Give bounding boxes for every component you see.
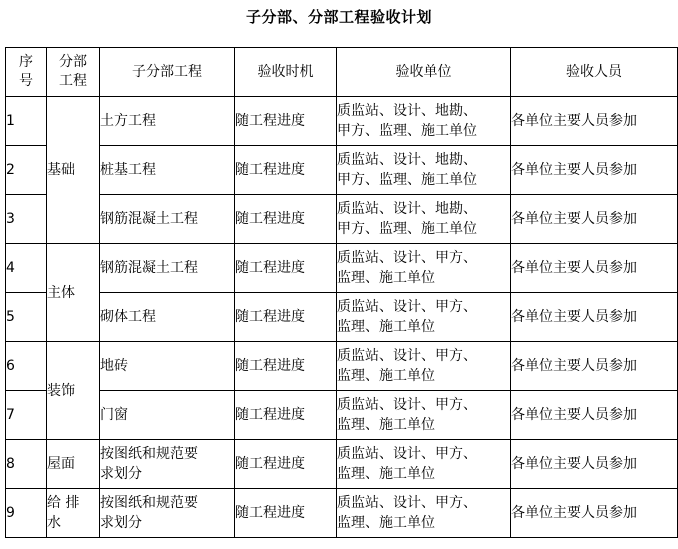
row-unit-line2: 甲方、监理、施工单位 xyxy=(337,123,477,139)
row-time: 随工程进度 xyxy=(235,244,337,293)
row-time: 随工程进度 xyxy=(235,97,337,146)
row-unit xyxy=(337,342,511,391)
row-time: 随工程进度 xyxy=(235,342,337,391)
row-unit-line2: 监理、施工单位 xyxy=(337,466,435,482)
row-unit-line1: 质监站、设计、甲方、 xyxy=(337,348,477,364)
row-no: 5 xyxy=(6,293,47,342)
row-time: 随工程进度 xyxy=(235,293,337,342)
header-part xyxy=(47,48,100,97)
header-row xyxy=(6,48,678,97)
table-row xyxy=(6,440,678,489)
row-unit xyxy=(337,195,511,244)
group-drainage-line2: 水 xyxy=(47,515,61,531)
row-unit-line1: 质监站、设计、地勘、 xyxy=(337,103,477,119)
group-decoration: 装饰 xyxy=(47,342,100,440)
row-sub-line1: 钢筋混凝土工程 xyxy=(100,260,198,276)
table-row xyxy=(6,293,678,342)
row-unit-line1: 质监站、设计、甲方、 xyxy=(337,250,477,266)
row-time: 随工程进度 xyxy=(235,440,337,489)
row-people: 各单位主要人员参加 xyxy=(511,146,678,195)
row-unit-line2: 监理、施工单位 xyxy=(337,515,435,531)
row-unit-line1: 质监站、设计、甲方、 xyxy=(337,446,477,462)
row-no: 8 xyxy=(6,440,47,489)
row-sub-line1: 按图纸和规范要 xyxy=(100,446,198,462)
row-unit-line2: 监理、施工单位 xyxy=(337,319,435,335)
row-unit-line2: 甲方、监理、施工单位 xyxy=(337,172,477,188)
row-sub xyxy=(100,293,235,342)
row-sub xyxy=(100,146,235,195)
table-row xyxy=(6,342,678,391)
row-unit-line2: 监理、施工单位 xyxy=(337,270,435,286)
row-no: 9 xyxy=(6,489,47,538)
row-no: 3 xyxy=(6,195,47,244)
header-sub: 子分部工程 xyxy=(100,48,235,97)
table-row xyxy=(6,244,678,293)
row-time: 随工程进度 xyxy=(235,195,337,244)
row-sub-line1: 地砖 xyxy=(100,358,128,374)
row-people: 各单位主要人员参加 xyxy=(511,489,678,538)
row-sub-line1: 按图纸和规范要 xyxy=(100,495,198,511)
row-sub xyxy=(100,342,235,391)
row-people: 各单位主要人员参加 xyxy=(511,195,678,244)
row-unit xyxy=(337,244,511,293)
row-no: 1 xyxy=(6,97,47,146)
row-unit xyxy=(337,391,511,440)
header-no xyxy=(6,48,47,97)
row-no: 7 xyxy=(6,391,47,440)
row-no: 2 xyxy=(6,146,47,195)
row-no: 4 xyxy=(6,244,47,293)
row-sub-line1: 钢筋混凝土工程 xyxy=(100,211,198,227)
row-sub xyxy=(100,391,235,440)
group-drainage-line1: 给 排 xyxy=(47,495,80,511)
page-title: 子分部、分部工程验收计划 xyxy=(245,8,432,26)
header-unit: 验收单位 xyxy=(337,48,511,97)
table-row xyxy=(6,489,678,538)
row-people: 各单位主要人员参加 xyxy=(511,342,678,391)
row-people: 各单位主要人员参加 xyxy=(511,293,678,342)
row-people: 各单位主要人员参加 xyxy=(511,391,678,440)
group-roof: 屋面 xyxy=(47,440,100,489)
row-unit-line1: 质监站、设计、甲方、 xyxy=(337,299,477,315)
row-time: 随工程进度 xyxy=(235,146,337,195)
row-unit xyxy=(337,440,511,489)
row-sub xyxy=(100,489,235,538)
row-unit xyxy=(337,489,511,538)
row-unit xyxy=(337,97,511,146)
row-sub xyxy=(100,97,235,146)
table-row xyxy=(6,146,678,195)
header-no-line2: 号 xyxy=(19,73,33,89)
row-unit-line1: 质监站、设计、甲方、 xyxy=(337,495,477,511)
header-part-line2: 工程 xyxy=(59,73,87,89)
row-time: 随工程进度 xyxy=(235,489,337,538)
row-sub xyxy=(100,195,235,244)
row-people: 各单位主要人员参加 xyxy=(511,244,678,293)
row-people: 各单位主要人员参加 xyxy=(511,97,678,146)
row-sub-line2: 求划分 xyxy=(100,515,142,531)
row-no: 6 xyxy=(6,342,47,391)
table-row xyxy=(6,195,678,244)
acceptance-plan-table xyxy=(5,47,678,538)
row-unit-line2: 监理、施工单位 xyxy=(337,368,435,384)
row-time: 随工程进度 xyxy=(235,391,337,440)
row-unit-line1: 质监站、设计、甲方、 xyxy=(337,397,477,413)
group-main: 主体 xyxy=(47,244,100,342)
group-foundation: 基础 xyxy=(47,97,100,244)
header-part-line1: 分部 xyxy=(59,54,87,70)
row-unit xyxy=(337,146,511,195)
header-time: 验收时机 xyxy=(235,48,337,97)
row-sub-line2: 求划分 xyxy=(100,466,142,482)
row-sub xyxy=(100,440,235,489)
row-sub-line1: 门窗 xyxy=(100,407,128,423)
header-people: 验收人员 xyxy=(511,48,678,97)
row-sub-line1: 土方工程 xyxy=(100,113,156,129)
table-row xyxy=(6,97,678,146)
row-unit-line1: 质监站、设计、地勘、 xyxy=(337,152,477,168)
table-row xyxy=(6,391,678,440)
group-drainage xyxy=(47,489,100,538)
row-sub-line1: 桩基工程 xyxy=(100,162,156,178)
row-unit-line1: 质监站、设计、地勘、 xyxy=(337,201,477,217)
header-no-line1: 序 xyxy=(19,54,33,70)
row-people: 各单位主要人员参加 xyxy=(511,440,678,489)
row-unit xyxy=(337,293,511,342)
row-sub-line1: 砌体工程 xyxy=(100,309,156,325)
row-sub xyxy=(100,244,235,293)
row-unit-line2: 甲方、监理、施工单位 xyxy=(337,221,477,237)
row-unit-line2: 监理、施工单位 xyxy=(337,417,435,433)
